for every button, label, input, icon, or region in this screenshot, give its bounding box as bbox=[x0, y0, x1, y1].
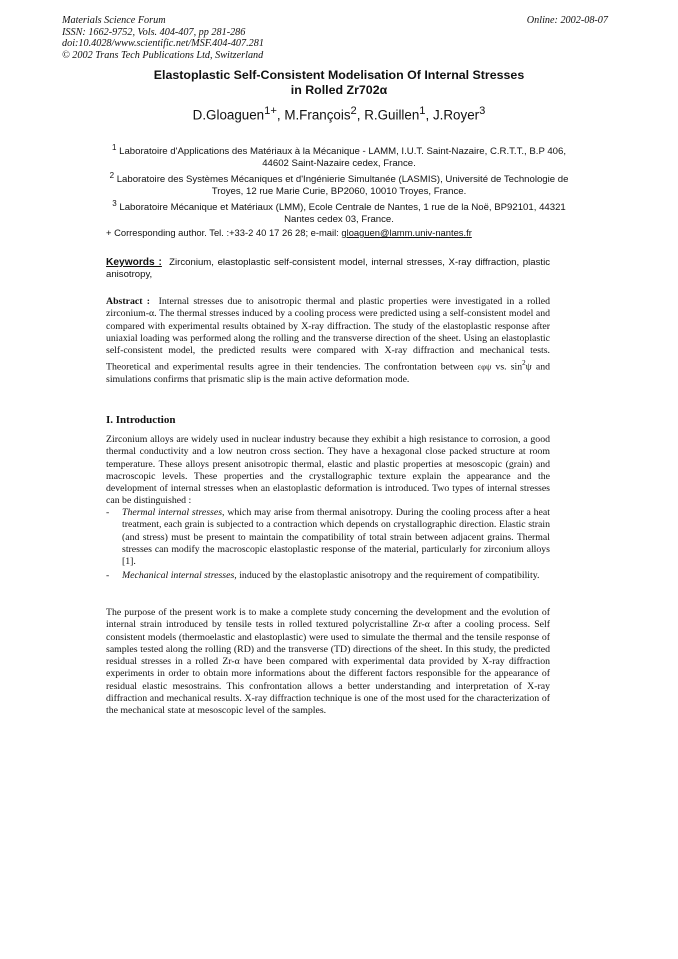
affiliation-sup: 3 bbox=[112, 199, 117, 208]
abstract-vs: vs. sin bbox=[491, 361, 523, 373]
affiliation-sup: 2 bbox=[109, 171, 115, 180]
section-heading: I. Introduction bbox=[106, 414, 176, 426]
bullet-term: Thermal internal stresses bbox=[122, 507, 223, 518]
keywords-text: Zirconium, elastoplastic self-consistent model, internal stresses, X-ray diffraction, plastic anisotropy, bbox=[106, 257, 550, 280]
bullet-dash: - bbox=[106, 570, 110, 581]
journal-name: Materials Science Forum bbox=[62, 15, 166, 26]
author-sup: 2 bbox=[350, 105, 357, 117]
author-name: J.Royer bbox=[432, 107, 480, 123]
bullet-dash: - bbox=[106, 507, 110, 518]
issn-line: ISSN: 1662-9752, Vols. 404-407, pp 281-286 bbox=[62, 26, 246, 38]
doi-line: doi:10.4028/www.scientific.net/MSF.404-407.281 bbox=[62, 38, 264, 50]
online-date: Online: 2002-08-07 bbox=[526, 15, 608, 26]
bullet-item bbox=[106, 570, 550, 582]
affiliation-text: Laboratoire Mécanique et Matériaux (LMM), Ecole Centrale de Nantes, 1 rue de la Noë, BP92101, 44321 Nantes cedex 03, France. bbox=[119, 202, 566, 226]
bullet-text: , induced by the elastoplastic anisotropy and the requirement of compatibility. bbox=[234, 570, 540, 581]
paper-title bbox=[62, 68, 616, 98]
journal-header bbox=[62, 15, 264, 61]
psi-symbol: ψ bbox=[525, 361, 532, 373]
affiliation-text: Laboratoire des Systèmes Mécaniques et d'Ingénierie Simultanée (LASMIS), Université de Technologie de Troyes, 12 rue Marie Curie, BP2060, 10010 Troyes, France. bbox=[116, 174, 569, 198]
affiliation-1 bbox=[100, 142, 578, 170]
copyright-line: © 2002 Trans Tech Publications Ltd, Switzerland bbox=[62, 49, 264, 61]
author-name: R.Guillen bbox=[364, 107, 420, 123]
sin-exponent: 2 bbox=[522, 359, 526, 368]
title-line-1: Elastoplastic Self-Consistent Modelisation Of Internal Stresses bbox=[153, 68, 525, 82]
epsilon-symbol: εφψ bbox=[477, 361, 492, 372]
affiliation-3 bbox=[100, 198, 578, 226]
intro-paragraph-2: The purpose of the present work is to make a complete study concerning the development and the evolution of internal strain introduced by tensile tests in rolled textured polycristalline Zr-α after a cooling process. Self consistent models (thermoelastic and elastoplastic) were used to simulate the thermal and the tensile response of samples tested along the rolling (RD) and the transverse (TD) directions of the sheet. In this study, the predicted residual stresses in a rolled Zr-α have been compared with experimental data provided by X-ray diffraction experiments in order to obtain more informations about the different factors responsible for the appearance of residual elastic mesostrains. This confrontation allows a better understanding and interpretation of X-ray diffraction and mechanical results. X-ray diffraction technique is one of the most used for the characterization of the mechanical state at mesoscopic level of the samples. bbox=[106, 607, 550, 717]
abstract-text-end: and simulations confirms that prismatic slip is the main active deformation mode. bbox=[106, 361, 550, 386]
author-name: M.François bbox=[284, 107, 351, 123]
title-line-2: in Rolled Zr702α bbox=[290, 83, 388, 98]
affiliation-sup: 1 bbox=[111, 143, 117, 152]
corresponding-author bbox=[106, 227, 472, 238]
abstract-text: Internal stresses due to anisotropic thermal and plastic properties were investigated in a rolled zirconium-α. The thermal stresses induced by a cooling process were predicted using a self-consistent model and compared with experimental results obtained by X-ray diffraction. The study of the elastoplastic response after uniaxial loading was performed along the rolling and the transverse direction of the sheet. Using an elastoplastic self-consistent model, the predicted results were compared with X-ray diffraction and mechanical tests. Theoretical and experimental results agree in their tendencies. The confrontation between bbox=[106, 296, 550, 373]
bullet-item bbox=[106, 507, 550, 568]
email-link[interactable]: gloaguen@lamm.univ-nantes.fr bbox=[341, 227, 472, 238]
intro-paragraph-1: Zirconium alloys are widely used in nuclear industry because they exhibit a high resistance to corrosion, a good thermal conductivity and a low neutron cross section. They have a hexagonal close packed structure at room temperature. These alloys present anisotropic thermal, elastic and plastic properties at mesoscopic (grain) and macroscopic levels. These properties and the crystallographic texture explain the appearance and the development of internal stresses when an elastoplastic deformation is introduced. Two types of internal stresses can be distinguished : bbox=[106, 434, 550, 507]
author-sup: 3 bbox=[479, 105, 486, 117]
author-sup: 1 bbox=[419, 105, 426, 117]
affiliation-text: Laboratoire d'Applications des Matériaux à la Mécanique - LAMM, I.U.T. Saint-Nazaire, C.R.T.T., B.P 406, 44602 Saint-Nazaire cedex, France. bbox=[119, 146, 567, 170]
keywords-label: Keywords : bbox=[106, 257, 162, 268]
keywords bbox=[106, 257, 550, 281]
abstract-label: Abstract : bbox=[106, 296, 151, 307]
abstract bbox=[106, 296, 550, 386]
author-name: D.Gloaguen bbox=[192, 107, 265, 123]
affiliation-2 bbox=[100, 170, 578, 198]
author-sup: 1+ bbox=[264, 105, 277, 117]
author-list: D.Gloaguen$^{1+}$, M.François$^2$, R.Guillen$^1$, J.Royer$^3$ bbox=[192, 105, 486, 123]
bullet-term: Mechanical internal stresses bbox=[122, 570, 235, 581]
bullet-text: , which may arise from thermal anisotropy. During the cooling process after a heat treatment, each grain is subjected to a contraction which depends on crystallographic direction. Elastic strain (and stress) must be present to maintain the compatibility of total strain between adjacent grains. Thermal stresses can modify the macroscopic elastoplastic response of the material, particularly for zirconium alloys [1]. bbox=[122, 507, 550, 568]
corresponding-text: + Corresponding author. Tel. :+33-2 40 17 26 28; e-mail: bbox=[106, 227, 342, 238]
